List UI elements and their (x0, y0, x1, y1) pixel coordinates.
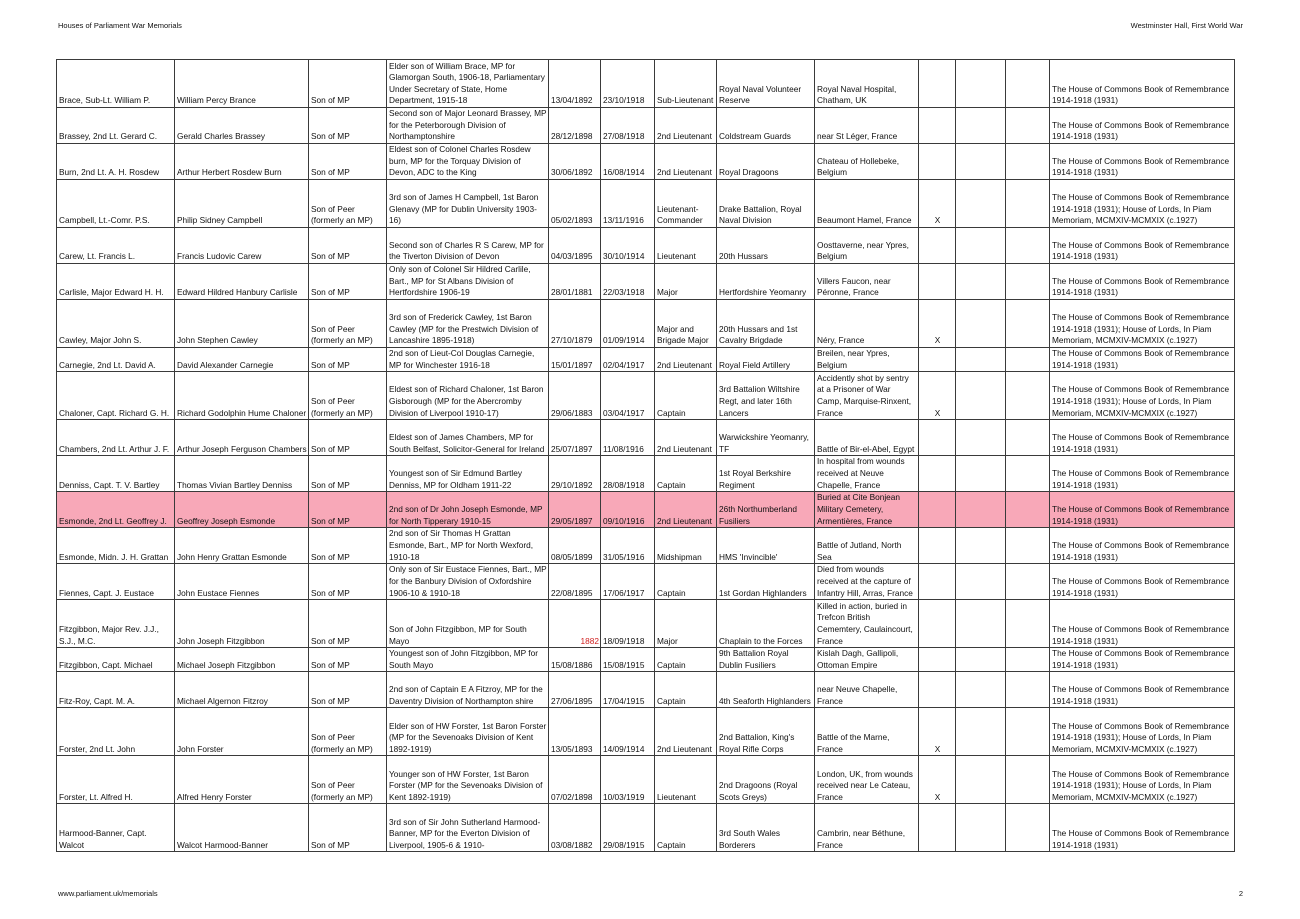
lords-cell (919, 228, 956, 264)
died-cell: 18/09/1918 (601, 600, 655, 648)
place-cell: In hospital from wounds received at Neuve Chapelle, France (815, 456, 919, 492)
source-cell: The House of Commons Book of Remembrance 1914-1918 (1931); House of Lords, In Piam Memoriam, MCMXIV-MCMXIX (c.1927) (1050, 708, 1235, 756)
blank-cell-2 (1006, 420, 1050, 456)
blank-cell-1 (956, 108, 1006, 144)
page-number: 2 (1238, 889, 1243, 898)
blank-cell-1 (956, 348, 1006, 372)
name-cell: Fitz-Roy, Capt. M. A. (57, 672, 175, 708)
unit-cell: Chaplain to the Forces (717, 600, 815, 648)
table-row (57, 492, 1235, 528)
rank-cell: 2nd Lieutenant (655, 348, 717, 372)
place-cell: Battle of Jutland, North Sea (815, 528, 919, 564)
blank-cell-1 (956, 708, 1006, 756)
full-name-cell: Michael Joseph Fitzgibbon (175, 648, 309, 672)
lords-cell (919, 492, 956, 528)
died-cell: 22/03/1918 (601, 264, 655, 300)
description-cell: 2nd son of Sir Thomas H Grattan Esmonde, Bart., MP for North Wexford, 1910-18 (387, 528, 549, 564)
relation-cell: Son of MP (309, 348, 387, 372)
place-cell: Buried at Cite Bonjean Military Cemetery, Armentières, France (815, 492, 919, 528)
lords-cell (919, 264, 956, 300)
born-cell: 04/03/1895 (549, 228, 601, 264)
lords-cell (919, 528, 956, 564)
name-cell: Brassey, 2nd Lt. Gerard C. (57, 108, 175, 144)
blank-cell-2 (1006, 804, 1050, 852)
lords-cell (919, 144, 956, 180)
table-row (57, 600, 1235, 648)
relation-cell: Son of Peer (formerly an MP) (309, 708, 387, 756)
rank-cell: Captain (655, 648, 717, 672)
blank-cell-2 (1006, 600, 1050, 648)
place-cell: Battle of Bir-el-Abel, Egypt (815, 420, 919, 456)
description-cell: Eldest son of Richard Chaloner, 1st Baron Gisborough (MP for the Abercromby Division of Liverpool 1910-17) (387, 372, 549, 420)
born-cell: 27/10/1879 (549, 300, 601, 348)
rank-cell: Major (655, 600, 717, 648)
blank-cell-2 (1006, 228, 1050, 264)
full-name-cell: Arthur Herbert Rosdew Burn (175, 144, 309, 180)
blank-cell-2 (1006, 108, 1050, 144)
blank-cell-1 (956, 180, 1006, 228)
died-cell: 29/08/1915 (601, 804, 655, 852)
full-name-cell: Francis Ludovic Carew (175, 228, 309, 264)
table-row (57, 348, 1235, 372)
died-cell: 02/04/1917 (601, 348, 655, 372)
full-name-cell: Michael Algernon Fitzroy (175, 672, 309, 708)
source-cell: The House of Commons Book of Remembrance 1914-1918 (1931) (1050, 492, 1235, 528)
source-cell: The House of Commons Book of Remembrance 1914-1918 (1931); House of Lords, In Piam Memoriam, MCMXIV-MCMXIX (c.1927) (1050, 300, 1235, 348)
description-cell: 2nd son of Captain E A Fitzroy, MP for the Daventry Division of Northampton shire (387, 672, 549, 708)
relation-cell: Son of Peer (formerly an MP) (309, 180, 387, 228)
full-name-cell: Gerald Charles Brassey (175, 108, 309, 144)
died-cell: 13/11/1916 (601, 180, 655, 228)
source-cell: The House of Commons Book of Remembrance 1914-1918 (1931); House of Lords, In Piam Memoriam, MCMXIV-MCMXIX (c.1927) (1050, 180, 1235, 228)
died-cell: 10/03/1919 (601, 756, 655, 804)
rank-cell: 2nd Lieutenant (655, 420, 717, 456)
rank-cell: Captain (655, 372, 717, 420)
relation-cell: Son of MP (309, 264, 387, 300)
name-cell: Chambers, 2nd Lt. Arthur J. F. (57, 420, 175, 456)
lords-cell: X (919, 756, 956, 804)
born-cell: 05/02/1893 (549, 180, 601, 228)
born-cell: 28/01/1881 (549, 264, 601, 300)
place-cell: Killed in action, buried in Trefcon British Cememtery, Caulaincourt, France (815, 600, 919, 648)
unit-cell: Coldstream Guards (717, 108, 815, 144)
header-right: Westminster Hall, First World War (1130, 21, 1243, 30)
name-cell: Fiennes, Capt. J. Eustace (57, 564, 175, 600)
unit-cell: Royal Dragoons (717, 144, 815, 180)
unit-cell: 4th Seaforth Highlanders (717, 672, 815, 708)
relation-cell: Son of Peer (formerly an MP) (309, 300, 387, 348)
unit-cell: HMS 'Invincible' (717, 528, 815, 564)
unit-cell: 3rd Battalion Wiltshire Regt, and later 16th Lancers (717, 372, 815, 420)
lords-cell (919, 348, 956, 372)
relation-cell: Son of Peer (formerly an MP) (309, 372, 387, 420)
blank-cell-2 (1006, 528, 1050, 564)
relation-cell: Son of MP (309, 420, 387, 456)
blank-cell-1 (956, 756, 1006, 804)
name-cell: Forster, Lt. Alfred H. (57, 756, 175, 804)
died-cell: 03/04/1917 (601, 372, 655, 420)
unit-cell: 9th Battalion Royal Dublin Fusiliers (717, 648, 815, 672)
unit-cell: 3rd South Wales Borderers (717, 804, 815, 852)
unit-cell: Royal Field Artillery (717, 348, 815, 372)
born-cell: 27/06/1895 (549, 672, 601, 708)
died-cell: 30/10/1914 (601, 228, 655, 264)
table-row (57, 756, 1235, 804)
table-row (57, 672, 1235, 708)
table-row (57, 456, 1235, 492)
born-cell: 07/02/1898 (549, 756, 601, 804)
born-cell: 13/05/1893 (549, 708, 601, 756)
blank-cell-1 (956, 60, 1006, 108)
name-cell: Denniss, Capt. T. V. Bartley (57, 456, 175, 492)
unit-cell: 2nd Dragoons (Royal Scots Greys) (717, 756, 815, 804)
place-cell: London, UK, from wounds received near Le Cateau, France (815, 756, 919, 804)
died-cell: 23/10/1918 (601, 60, 655, 108)
died-cell: 27/08/1918 (601, 108, 655, 144)
born-cell: 29/06/1883 (549, 372, 601, 420)
unit-cell: Drake Battalion, Royal Naval Division (717, 180, 815, 228)
blank-cell-1 (956, 564, 1006, 600)
table-row (57, 420, 1235, 456)
blank-cell-1 (956, 648, 1006, 672)
source-cell: The House of Commons Book of Remembrance 1914-1918 (1931) (1050, 600, 1235, 648)
blank-cell-2 (1006, 372, 1050, 420)
place-cell: near St Léger, France (815, 108, 919, 144)
place-cell: Kislah Dagh, Gallipoli, Ottoman Empire (815, 648, 919, 672)
relation-cell: Son of MP (309, 108, 387, 144)
full-name-cell: Thomas Vivian Bartley Denniss (175, 456, 309, 492)
name-cell: Carnegie, 2nd Lt. David A. (57, 348, 175, 372)
blank-cell-1 (956, 228, 1006, 264)
description-cell: Youngest son of Sir Edmund Bartley Denniss, MP for Oldham 1911-22 (387, 456, 549, 492)
blank-cell-1 (956, 672, 1006, 708)
rank-cell: Captain (655, 804, 717, 852)
unit-cell: 26th Northumberland Fusiliers (717, 492, 815, 528)
born-cell: 28/12/1898 (549, 108, 601, 144)
source-cell: The House of Commons Book of Remembrance 1914-1918 (1931) (1050, 264, 1235, 300)
source-cell: The House of Commons Book of Remembrance 1914-1918 (1931); House of Lords, In Piam Memoriam, MCMXIV-MCMXIX (c.1927) (1050, 372, 1235, 420)
relation-cell: Son of MP (309, 564, 387, 600)
died-cell: 14/09/1914 (601, 708, 655, 756)
table-row (57, 264, 1235, 300)
source-cell: The House of Commons Book of Remembrance 1914-1918 (1931) (1050, 672, 1235, 708)
rank-cell: 2nd Lieutenant (655, 492, 717, 528)
full-name-cell: John Henry Grattan Esmonde (175, 528, 309, 564)
lords-cell (919, 420, 956, 456)
born-cell: 15/08/1886 (549, 648, 601, 672)
description-cell: Only son of Colonel Sir Hildred Carlile, Bart., MP for St Albans Division of Hertfordshire 1906-19 (387, 264, 549, 300)
blank-cell-1 (956, 420, 1006, 456)
blank-cell-2 (1006, 456, 1050, 492)
header-left: Houses of Parliament War Memorials (58, 21, 182, 30)
relation-cell: Son of MP (309, 600, 387, 648)
place-cell: Oosttaverne, near Ypres, Belgium (815, 228, 919, 264)
description-cell: 3rd son of Sir John Sutherland Harmood-Banner, MP for the Everton Division of Liverpool, 1905-6 & 1910- (387, 804, 549, 852)
source-cell: The House of Commons Book of Remembrance 1914-1918 (1931) (1050, 564, 1235, 600)
name-cell: Harmood-Banner, Capt. Walcot (57, 804, 175, 852)
blank-cell-2 (1006, 264, 1050, 300)
relation-cell: Son of MP (309, 528, 387, 564)
rank-cell: Captain (655, 564, 717, 600)
rank-cell: Sub-Lieutenant (655, 60, 717, 108)
name-cell: Carlisle, Major Edward H. H. (57, 264, 175, 300)
full-name-cell: Alfred Henry Forster (175, 756, 309, 804)
name-cell: Fitzgibbon, Major Rev. J.J., S.J., M.C. (57, 600, 175, 648)
blank-cell-2 (1006, 492, 1050, 528)
place-cell: Beaumont Hamel, France (815, 180, 919, 228)
rank-cell: Midshipman (655, 528, 717, 564)
born-cell: 13/04/1892 (549, 60, 601, 108)
name-cell: Forster, 2nd Lt. John (57, 708, 175, 756)
full-name-cell: John Forster (175, 708, 309, 756)
source-cell: The House of Commons Book of Remembrance 1914-1918 (1931) (1050, 144, 1235, 180)
died-cell: 01/09/1914 (601, 300, 655, 348)
footer-url: www.parliament.uk/memorials (58, 889, 158, 898)
died-cell: 28/08/1918 (601, 456, 655, 492)
blank-cell-2 (1006, 180, 1050, 228)
lords-cell: X (919, 708, 956, 756)
born-cell: 15/01/1897 (549, 348, 601, 372)
table-row (57, 144, 1235, 180)
table-row (57, 180, 1235, 228)
table-row (57, 708, 1235, 756)
died-cell: 16/08/1914 (601, 144, 655, 180)
description-cell: Second son of Charles R S Carew, MP for the Tiverton Division of Devon (387, 228, 549, 264)
description-cell: 3rd son of James H Campbell, 1st Baron Glenavy (MP for Dublin University 1903-16) (387, 180, 549, 228)
born-cell: 30/06/1892 (549, 144, 601, 180)
full-name-cell: David Alexander Carnegie (175, 348, 309, 372)
born-cell: 08/05/1899 (549, 528, 601, 564)
blank-cell-2 (1006, 648, 1050, 672)
full-name-cell: Arthur Joseph Ferguson Chambers (175, 420, 309, 456)
name-cell: Burn, 2nd Lt. A. H. Rosdew (57, 144, 175, 180)
source-cell: The House of Commons Book of Remembrance 1914-1918 (1931) (1050, 108, 1235, 144)
name-cell: Cawley, Major John S. (57, 300, 175, 348)
relation-cell: Son of MP (309, 60, 387, 108)
full-name-cell: John Eustace Fiennes (175, 564, 309, 600)
blank-cell-1 (956, 492, 1006, 528)
place-cell: Villers Faucon, near Péronne, France (815, 264, 919, 300)
name-cell: Carew, Lt. Francis L. (57, 228, 175, 264)
blank-cell-1 (956, 456, 1006, 492)
unit-cell: Royal Naval Volunteer Reserve (717, 60, 815, 108)
place-cell: Battle of the Marne, France (815, 708, 919, 756)
table-row (57, 648, 1235, 672)
lords-cell (919, 600, 956, 648)
blank-cell-2 (1006, 144, 1050, 180)
blank-cell-1 (956, 600, 1006, 648)
full-name-cell: Edward Hildred Hanbury Carlisle (175, 264, 309, 300)
relation-cell: Son of MP (309, 672, 387, 708)
table-row (57, 108, 1235, 144)
full-name-cell: Geoffrey Joseph Esmonde (175, 492, 309, 528)
table-row (57, 564, 1235, 600)
place-cell: Cambrin, near Béthune, France (815, 804, 919, 852)
description-cell: Youngest son of John Fitzgibbon, MP for South Mayo (387, 648, 549, 672)
place-cell: Died from wounds received at the capture of Infantry Hill, Arras, France (815, 564, 919, 600)
source-cell: The House of Commons Book of Remembrance 1914-1918 (1931) (1050, 528, 1235, 564)
rank-cell: Lieutenant-Commander (655, 180, 717, 228)
relation-cell: Son of Peer (formerly an MP) (309, 756, 387, 804)
source-cell: The House of Commons Book of Remembrance 1914-1918 (1931) (1050, 804, 1235, 852)
unit-cell: 2nd Battalion, King's Royal Rifle Corps (717, 708, 815, 756)
blank-cell-2 (1006, 756, 1050, 804)
name-cell: Esmonde, 2nd Lt. Geoffrey J. (57, 492, 175, 528)
description-cell: Younger son of HW Forster, 1st Baron Forster (MP for the Sevenoaks Division of Kent 1892-1919) (387, 756, 549, 804)
description-cell: 2nd son of Dr John Joseph Esmonde, MP for North Tipperary 1910-15 (387, 492, 549, 528)
full-name-cell: Philip Sidney Campbell (175, 180, 309, 228)
died-cell: 11/08/1916 (601, 420, 655, 456)
source-cell: The House of Commons Book of Remembrance 1914-1918 (1931) (1050, 648, 1235, 672)
blank-cell-2 (1006, 348, 1050, 372)
description-cell: Son of John Fitzgibbon, MP for South Mayo (387, 600, 549, 648)
lords-cell (919, 804, 956, 852)
blank-cell-1 (956, 528, 1006, 564)
blank-cell-2 (1006, 564, 1050, 600)
place-cell: Breilen, near Ypres, Belgium (815, 348, 919, 372)
full-name-cell: William Percy Brance (175, 60, 309, 108)
table-row (57, 804, 1235, 852)
rank-cell: Lieutenant (655, 228, 717, 264)
description-cell: Eldest son of James Chambers, MP for South Belfast, Solicitor-General for Ireland (387, 420, 549, 456)
name-cell: Esmonde, Midn. J. H. Grattan (57, 528, 175, 564)
place-cell: Néry, France (815, 300, 919, 348)
rank-cell: Major (655, 264, 717, 300)
source-cell: The House of Commons Book of Remembrance 1914-1918 (1931) (1050, 228, 1235, 264)
table-row (57, 60, 1235, 108)
rank-cell: 2nd Lieutenant (655, 108, 717, 144)
relation-cell: Son of MP (309, 648, 387, 672)
blank-cell-1 (956, 144, 1006, 180)
lords-cell (919, 648, 956, 672)
lords-cell: X (919, 300, 956, 348)
source-cell: The House of Commons Book of Remembrance 1914-1918 (1931) (1050, 420, 1235, 456)
source-cell: The House of Commons Book of Remembrance 1914-1918 (1931) (1050, 60, 1235, 108)
died-cell: 15/08/1915 (601, 648, 655, 672)
unit-cell: 1st Royal Berkshire Regiment (717, 456, 815, 492)
place-cell: Chateau of Hollebeke, Belgium (815, 144, 919, 180)
relation-cell: Son of MP (309, 804, 387, 852)
unit-cell: 20th Hussars and 1st Cavalry Brigdade (717, 300, 815, 348)
name-cell: Chaloner, Capt. Richard G. H. (57, 372, 175, 420)
rank-cell: Major and Brigade Major (655, 300, 717, 348)
lords-cell (919, 456, 956, 492)
rank-cell: Lieutenant (655, 756, 717, 804)
blank-cell-1 (956, 804, 1006, 852)
place-cell: Accidently shot by sentry at a Prisoner of War Camp, Marquise-Rinxent, France (815, 372, 919, 420)
table-row (57, 372, 1235, 420)
description-cell: Elder son of HW Forster, 1st Baron Forster (MP for the Sevenoaks Division of Kent 1892-1919) (387, 708, 549, 756)
memorial-table (56, 59, 1235, 852)
lords-cell (919, 564, 956, 600)
lords-cell: X (919, 180, 956, 228)
source-cell: The House of Commons Book of Remembrance 1914-1918 (1931) (1050, 456, 1235, 492)
full-name-cell: Walcot Harmood-Banner (175, 804, 309, 852)
born-cell: 29/05/1897 (549, 492, 601, 528)
born-cell: 03/08/1882 (549, 804, 601, 852)
died-cell: 09/10/1916 (601, 492, 655, 528)
source-cell: The House of Commons Book of Remembrance 1914-1918 (1931) (1050, 348, 1235, 372)
rank-cell: 2nd Lieutenant (655, 144, 717, 180)
relation-cell: Son of MP (309, 144, 387, 180)
unit-cell: Warwickshire Yeomanry, TF (717, 420, 815, 456)
unit-cell: Hertfordshire Yeomanry (717, 264, 815, 300)
table-row (57, 228, 1235, 264)
blank-cell-2 (1006, 300, 1050, 348)
born-cell: 29/10/1892 (549, 456, 601, 492)
rank-cell: 2nd Lieutenant (655, 708, 717, 756)
name-cell: Brace, Sub-Lt. William P. (57, 60, 175, 108)
lords-cell (919, 60, 956, 108)
blank-cell-2 (1006, 708, 1050, 756)
blank-cell-1 (956, 300, 1006, 348)
description-cell: 3rd son of Frederick Cawley, 1st Baron Cawley (MP for the Prestwich Division of Lancashire 1895-1918) (387, 300, 549, 348)
died-cell: 17/04/1915 (601, 672, 655, 708)
lords-cell (919, 108, 956, 144)
description-cell: Elder son of William Brace, MP for Glamorgan South, 1906-18, Parliamentary Under Secretary of State, Home Department, 1915-18 (387, 60, 549, 108)
description-cell: Eldest son of Colonel Charles Rosdew burn, MP for the Torquay Division of Devon, ADC to the King (387, 144, 549, 180)
blank-cell-1 (956, 264, 1006, 300)
relation-cell: Son of MP (309, 456, 387, 492)
born-cell: 1882 (549, 600, 601, 648)
blank-cell-2 (1006, 60, 1050, 108)
full-name-cell: Richard Godolphin Hume Chaloner (175, 372, 309, 420)
table-row (57, 528, 1235, 564)
relation-cell: Son of MP (309, 228, 387, 264)
died-cell: 17/06/1917 (601, 564, 655, 600)
rank-cell: Captain (655, 456, 717, 492)
full-name-cell: John Stephen Cawley (175, 300, 309, 348)
lords-cell (919, 672, 956, 708)
description-cell: 2nd son of Lieut-Col Douglas Carnegie, MP for Winchester 1916-18 (387, 348, 549, 372)
blank-cell-2 (1006, 672, 1050, 708)
blank-cell-1 (956, 372, 1006, 420)
lords-cell: X (919, 372, 956, 420)
place-cell: Royal Naval Hospital, Chatham, UK (815, 60, 919, 108)
unit-cell: 20th Hussars (717, 228, 815, 264)
rank-cell: Captain (655, 672, 717, 708)
table-row (57, 300, 1235, 348)
died-cell: 31/05/1916 (601, 528, 655, 564)
source-cell: The House of Commons Book of Remembrance 1914-1918 (1931); House of Lords, In Piam Memoriam, MCMXIV-MCMXIX (c.1927) (1050, 756, 1235, 804)
full-name-cell: John Joseph Fitzgibbon (175, 600, 309, 648)
born-cell: 25/07/1897 (549, 420, 601, 456)
born-cell: 22/08/1895 (549, 564, 601, 600)
description-cell: Second son of Major Leonard Brassey, MP for the Peterborough Division of Northamptonshire (387, 108, 549, 144)
place-cell: near Neuve Chapelle, France (815, 672, 919, 708)
description-cell: Only son of Sir Eustace Fiennes, Bart., MP for the Banbury Division of Oxfordshire 1906-10 & 1910-18 (387, 564, 549, 600)
unit-cell: 1st Gordan Highlanders (717, 564, 815, 600)
name-cell: Campbell, Lt.-Comr. P.S. (57, 180, 175, 228)
name-cell: Fitzgibbon, Capt. Michael (57, 648, 175, 672)
relation-cell: Son of MP (309, 492, 387, 528)
